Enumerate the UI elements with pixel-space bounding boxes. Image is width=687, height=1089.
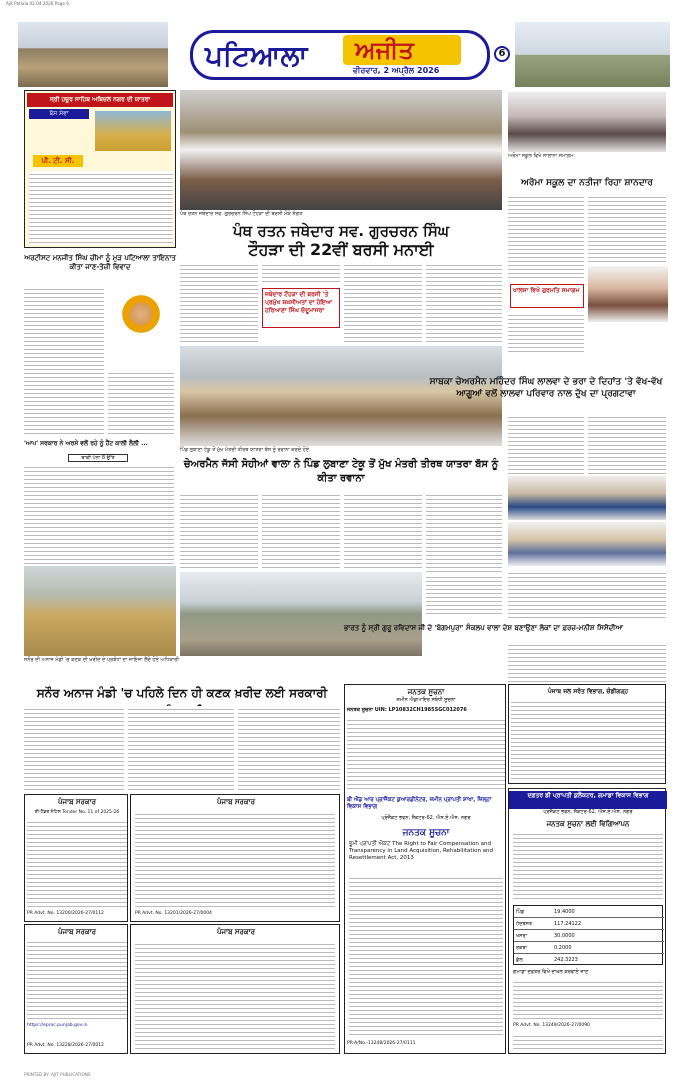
right-land-body-3 bbox=[513, 1033, 663, 1051]
land-table-row bbox=[514, 930, 664, 942]
ad-tender-2-body bbox=[135, 811, 335, 909]
page-number: 6 bbox=[494, 46, 510, 62]
right-land-notice-title: ਜਨਤਕ ਸੂਚਨਾ ਲਈ ਵਿਗਿਆਪਨ bbox=[546, 820, 630, 828]
ad-tender-3 bbox=[24, 924, 128, 1054]
notice-title: ਜਨਤਕ ਸੂਚਨਾ bbox=[402, 828, 450, 838]
wheat-heap-photo bbox=[24, 566, 176, 656]
notice-body bbox=[349, 875, 503, 1035]
main-headline-2: ਟੌਹੜਾ ਦੀ 22ਵੀਂ ਬਰਸੀ ਮਨਾਈ bbox=[248, 240, 434, 259]
title-right-box bbox=[343, 35, 461, 65]
left-story-cont: ਬਾਕੀ ਪੰਨਾ 8 ਉੱਤੇ bbox=[68, 454, 128, 462]
left-story-body-2 bbox=[108, 370, 174, 436]
mid-photo-1 bbox=[508, 476, 666, 520]
land-table-value: 19.4000 bbox=[554, 909, 575, 915]
public-notice-addr: ਪ੍ਰੋਜੈਕਟ ਭਵਨ, ਸੈਕਟਰ-62, ਐਸ.ਏ.ਐਸ. ਨਗਰ bbox=[381, 815, 471, 821]
left-ad-badge: ਪੀ. ਟੀ. ਸੀ. bbox=[33, 155, 83, 167]
title-banner bbox=[190, 30, 490, 80]
bottom-headline: ਸਨੌਰ ਅਨਾਜ ਮੰਡੀ 'ਚ ਪਹਿਲੇ ਦਿਨ ਹੀ ਕਣਕ ਖ਼ਰੀਦ ਲਈ ਸਰਕਾਰੀ bbox=[36, 686, 328, 700]
grain-market-photo bbox=[180, 572, 422, 656]
right-land-notice bbox=[508, 788, 666, 1054]
right-land-body bbox=[513, 831, 663, 901]
monument-photo-right bbox=[515, 22, 670, 87]
land-table-value: 0.2000 bbox=[554, 945, 572, 951]
right-tender bbox=[508, 684, 666, 784]
public-notice-title: ਜਨਤਕ ਸੂਚਨਾ bbox=[407, 688, 445, 696]
main-col-2 bbox=[262, 262, 340, 284]
mid-col-2 bbox=[588, 414, 666, 474]
right-col-1 bbox=[508, 194, 584, 278]
land-table-label: ਕੁੱਲ bbox=[516, 957, 523, 963]
notice-adv: PR-A/No.-13248/2026-27/0111 bbox=[347, 1041, 416, 1046]
ad-tender-3-body bbox=[27, 939, 127, 1021]
building-photo-left bbox=[18, 22, 168, 87]
notice-body-text: ਭੂਮੀ ਪ੍ਰਾਪਤੀ ਐਕਟ The Right to Fair Compensation and Transparency in Land Acquisition, Rehabilitation and Resettlement Act, 2013 bbox=[349, 841, 494, 861]
ad-tender-2-title: ਪੰਜਾਬ ਸਰਕਾਰ bbox=[216, 798, 255, 806]
main-pullquote: ਜਥੇਦਾਰ ਟੌਹੜਾ ਦੀ ਬਰਸੀ 'ਤੇ ਪ੍ਰਮੁੱਖ ਸ਼ਖ਼ਸੀਅਤਾਂ ਦਾ ਹੋਇਆ ਹਰਿਆਣਾ ਸਿੰਘ ਚੱਦੂਮਾਜਰਾ bbox=[262, 288, 340, 328]
title-right: ਅਜੀਤ bbox=[355, 36, 414, 64]
bottom-col-1 bbox=[24, 706, 124, 790]
left-story bbox=[24, 252, 176, 452]
right-tender-title: ਪੰਜਾਬ ਜਲ ਸਰੋਤ ਵਿਭਾਗ, ਚੰਡੀਗੜ੍ਹ bbox=[547, 688, 629, 695]
land-table-row bbox=[514, 906, 664, 918]
page-footer: PRINTED BY: AJIT PUBLICATIONS bbox=[24, 1072, 91, 1077]
right-land-body-2 bbox=[513, 979, 663, 1019]
masthead-date: ਵੀਰਵਾਰ, 2 ਅਪ੍ਰੈਲ 2026 bbox=[353, 66, 440, 75]
main-col-4 bbox=[426, 262, 502, 344]
ad-tender-1-adv: PR Advt. No. 13200/2026-27/0112 bbox=[27, 911, 104, 916]
bottom-col-2 bbox=[128, 706, 234, 790]
land-table-row bbox=[514, 954, 664, 966]
right-col-2 bbox=[588, 194, 666, 264]
right-top-photo bbox=[508, 92, 666, 152]
ravidas-strip: ਭਾਰਤ ਨੂੰ ਸ੍ਰੀ ਗੁਰੂ ਰਵਿਦਾਸ ਜੀ ਦੇ 'ਬੇਗਮਪੁਰਾ' ਸੰਕਲਪ ਵਾਲਾ ਦੇਸ਼ ਬਣਾਉਣਾ ਲੋਕਾਂ ਦਾ ਫ਼ਰਜ਼-ਮਨੀਸ਼ ਸਿਸੋਦੀਆ bbox=[344, 624, 623, 632]
mid-col-3 bbox=[508, 570, 666, 618]
ad-tender-3-title: ਪੰਜਾਬ ਸਰਕਾਰ bbox=[57, 928, 96, 936]
center-col-4 bbox=[426, 492, 502, 572]
left-col-body-lower bbox=[24, 464, 174, 564]
left-ad-label: ਬੱਸ ਸੇਵਾ bbox=[29, 109, 89, 119]
left-story-footer: 'ਆਪ' ਸਰਕਾਰ ਨੇ ਅਰਸੇ ਵਲੋਂ ਰਹੇ ਨੂੰ ਹੈਂਟ ਕਾਲੀ ਲੈਲੀ ... bbox=[24, 440, 148, 447]
land-table-label: ਹੱਦਬਸਤ bbox=[516, 921, 533, 927]
center-headline: ਚੇਅਰਮੈਨ ਜੱਸੀ ਸੋਹੀਆਂ ਵਾਲਾ ਨੇ ਪਿੰਡ ਲੁਬਾਣਾ ਟੇਕੂ ਤੋਂ ਮੁੱਖ ਮੰਤਰੀ ਤੀਰਥ ਯਾਤਰਾ ਬੱਸ ਨੂੰ ਕੀਤਾ ਰਵਾਨਾ bbox=[183, 459, 499, 484]
ad-site: https://eproc.punjab.gov.in bbox=[27, 1023, 88, 1028]
masthead bbox=[0, 10, 687, 90]
center-col-1 bbox=[180, 492, 258, 570]
ad-tender-3-adv: PR Advt. No. 13228/2026-27/0012 bbox=[27, 1043, 104, 1048]
main-col-1 bbox=[180, 262, 258, 344]
portrait-photo bbox=[108, 286, 174, 366]
main-headline-1: ਪੰਥ ਰਤਨ ਜਥੇਦਾਰ ਸਵ. ਗੁਰਚਰਨ ਸਿੰਘ bbox=[233, 222, 449, 240]
land-table bbox=[513, 905, 663, 965]
public-notice-body bbox=[347, 717, 505, 789]
left-story-headline: ਅਰਟੀਸਟ ਮਨਜੀਤ ਸਿੰਘ ਚੀਮਾ ਨੂੰ ਮੁੜ ਪਟਿਆਲਾ ਤਾਇਨਾਤ ਕੀਤਾ ਜਾਣ-ਤੇਜ਼ੀ ਵਿਵਾਦ bbox=[24, 254, 176, 271]
land-table-value: 30.0000 bbox=[554, 933, 575, 939]
ad-tender-2 bbox=[130, 794, 340, 922]
ad-tender-1-sub: ਈ-ਟੈਂਡਰ ਨੋਟਿਸ Tender No. 11 of 2025-26 bbox=[34, 810, 120, 815]
mid-col-1 bbox=[508, 414, 584, 474]
right-col-3 bbox=[508, 312, 584, 352]
public-notice-uin: ਜਨਤਕ ਸੂਚਨਾ UIN: LP10832CH1985SGC012076 bbox=[347, 707, 467, 713]
center-col-2 bbox=[262, 492, 340, 570]
left-story-body bbox=[24, 286, 104, 436]
public-notice bbox=[344, 684, 506, 1054]
left-ad-box bbox=[24, 90, 176, 248]
left-ad-title: ਸ੍ਰੀ ਹਜ਼ੂਰ ਸਾਹਿਬ ਅਬਿਚਲ ਨਗਰ ਦੀ ਯਾਤਰਾ bbox=[27, 93, 173, 107]
ad-tender-4 bbox=[130, 924, 340, 1054]
main-photo-caption: ਪੰਥ ਰਤਨ ਜਥੇਦਾਰ ਸਵ. ਗੁਰਚਰਨ ਸਿੰਘ ਟੌਹੜਾ ਦੀ ਬਰਸੀ ਮੌਕੇ ਸੰਗਤ bbox=[180, 211, 303, 217]
right-small-photo bbox=[588, 266, 668, 322]
land-table-label: ਰਕਬਾ bbox=[516, 945, 528, 951]
land-table-value: 242.3223 bbox=[554, 957, 578, 963]
ad-tender-1-body bbox=[27, 819, 127, 909]
ad-tender-1-title: ਪੰਜਾਬ ਸਰਕਾਰ bbox=[57, 798, 96, 806]
mid-photo-2 bbox=[508, 522, 666, 566]
land-table-value: 117.24122 bbox=[554, 921, 582, 927]
right-small-head: ਖਾਲਸਾ ਵਿਖੇ ਗੁਰਮਤਿ ਸਮਾਗਮ bbox=[510, 284, 584, 308]
ad-tender-1 bbox=[24, 794, 128, 922]
bottom-col-3 bbox=[238, 706, 340, 790]
ad-tender-4-body bbox=[135, 941, 335, 1049]
center-col-3 bbox=[344, 492, 422, 570]
center-photo-caption: ਪਿੰਡ ਲੁਬਾਣਾ ਟੇਕੂ ਤੋਂ ਮੁੱਖ ਮੰਤਰੀ ਤੀਰਥ ਯਾਤਰਾ ਬੱਸ ਨੂੰ ਰਵਾਨਾ ਕਰਦੇ ਹੋਏ bbox=[180, 447, 310, 453]
print-info-line: Ajit Patiala 02.04.2026 Page 6 bbox=[6, 1, 69, 6]
land-table-label: ਪਿੰਡ bbox=[516, 909, 525, 915]
land-table-row bbox=[514, 918, 664, 930]
main-col-3 bbox=[344, 262, 422, 344]
ad-tender-2-adv: PR Advt. No. 13201/2026-27/0004 bbox=[135, 911, 212, 916]
golden-temple-image bbox=[95, 111, 171, 151]
right-land-head: ਦਫ਼ਤਰ ਡੀ ਪ੍ਰਾਪਤੀ ਕੁਲੈਕਟਰ, ਗਮਾਡਾ ਵਿਕਾਸ ਵਿਭਾਗ bbox=[509, 791, 667, 809]
right-top-caption: ਅਰੋਮਾ ਸਕੂਲ ਵਿਖੇ ਸਾਲਾਨਾ ਸਮਾਗਮ bbox=[508, 153, 574, 159]
right-top-headline: ਅਰੋਮਾ ਸਕੂਲ ਦਾ ਨਤੀਜਾ ਰਿਹਾ ਸ਼ਾਨਦਾਰ bbox=[521, 178, 653, 188]
public-notice-dept: ਬੀ ਐਂਡ ਆਰ ਪ੍ਰਾਜੈਕਟ ਕੁਆਰਡੀਨੇਟਰ, ਜ਼ਮੀਨ ਪ੍ਰਾਪਤੀ ਸ਼ਾਖਾ, ਜ਼ਿਲ੍ਹਾ ਵਿਕਾਸ ਵਿਭਾਗ bbox=[347, 797, 492, 810]
public-notice-sub: ਜ਼ਮੀਨ ਐਕੁਆਇਰ ਸਬੰਧੀ ਸੂਚਨਾ bbox=[396, 697, 456, 703]
right-tender-body bbox=[511, 699, 665, 779]
center-col-5 bbox=[426, 574, 502, 614]
title-left: ਪਟਿਆਲਾ bbox=[205, 39, 308, 72]
left-ad-body bbox=[29, 171, 173, 245]
right-land-sub: ਪ੍ਰੋਜੈਕਟ ਭਵਨ, ਸੈਕਟਰ-62, ਐਸ.ਏ.ਐਸ. ਨਗਰ bbox=[543, 809, 633, 815]
land-table-label: ਖਸਰਾ bbox=[516, 933, 528, 939]
right-land-adv: PR Advt. No. 13249/2026-27/0090 bbox=[513, 1023, 590, 1028]
right-land-misc: ਗਮਾਡਾ ਦਫ਼ਤਰ ਵਿਖੇ ਦਾਖ਼ਲ ਕਰਵਾਏ ਜਾਣ bbox=[513, 969, 589, 975]
main-photo bbox=[180, 90, 502, 210]
bottom-photo-caption: ਸਨੌਰ ਦੀ ਅਨਾਜ ਮੰਡੀ 'ਚ ਕਣਕ ਦੀ ਖ਼ਰੀਦ ਦੇ ਪ੍ਰਬੰਧਾਂ ਦਾ ਜਾਇਜ਼ਾ ਲੈਂਦੇ ਹੋਏ ਅਧਿਕਾਰੀ bbox=[24, 657, 179, 663]
mid-story-headline: ਸਾਬਕਾ ਚੇਅਰਮੈਨ ਮਹਿੰਦਰ ਸਿੰਘ ਲਾਲਵਾ ਦੇ ਭਰਾ ਦੇ ਦਿਹਾਂਤ 'ਤੇ ਵੱਖ-ਵੱਖ ਆਗੂਆਂ ਵਲੋਂ ਲਾਲਵਾ ਪਰਿਵਾਰ ਨਾਲ ਦੁੱਖ ਦਾ ਪ੍ਰਗਟਾਵਾ bbox=[429, 377, 663, 399]
strip-col-1 bbox=[508, 642, 666, 682]
ad-tender-4-title: ਪੰਜਾਬ ਸਰਕਾਰ bbox=[216, 928, 255, 936]
land-table-row bbox=[514, 942, 664, 954]
